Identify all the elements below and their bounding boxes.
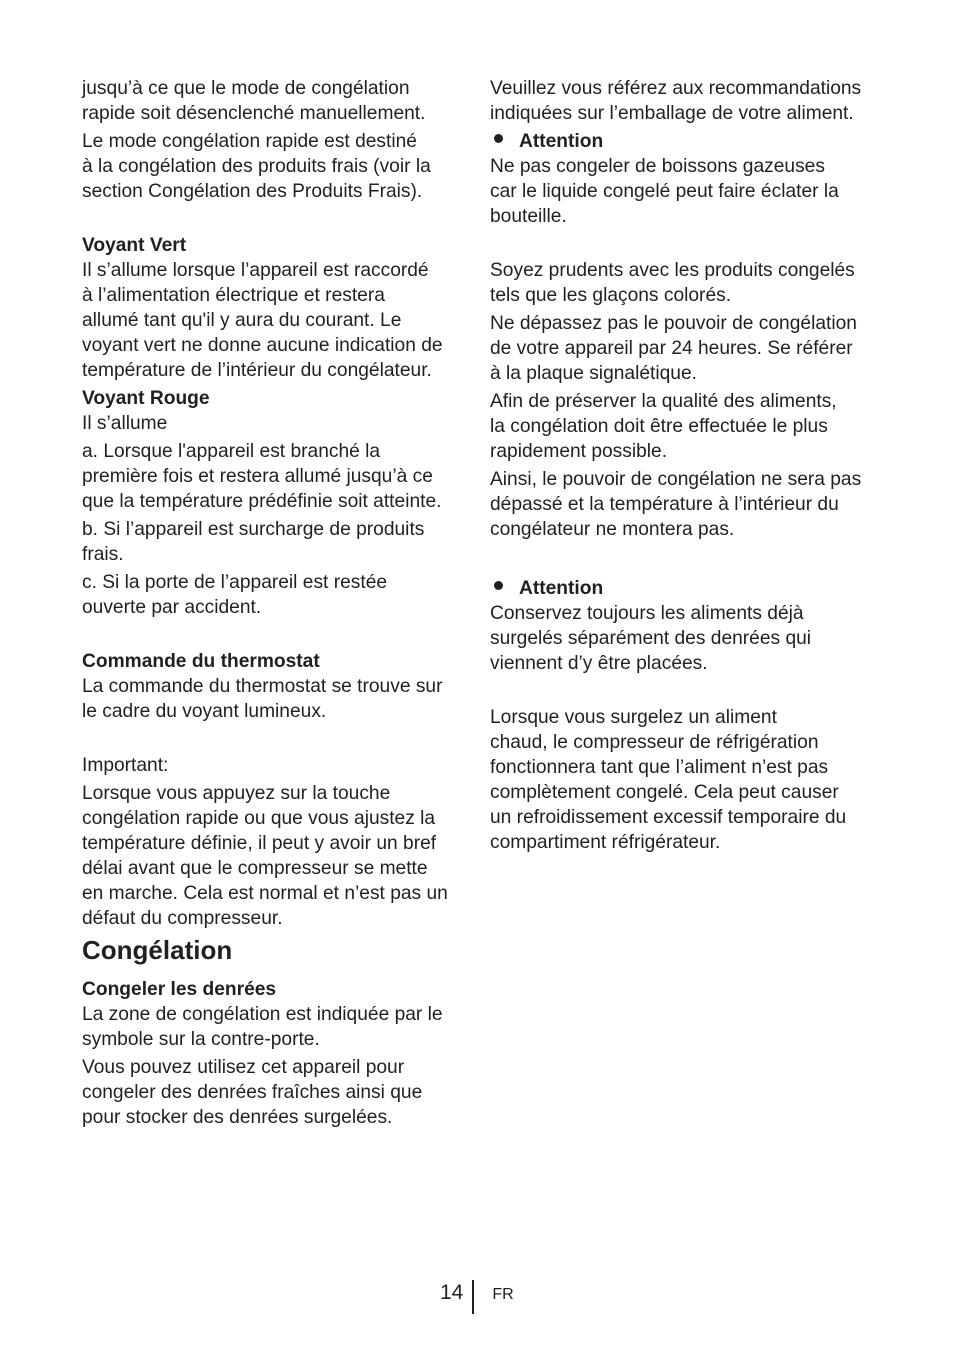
paragraph-packaging-recommendations: Veuillez vous référez aux recommandations indiquées sur l’emballage de votre aliment.: [490, 78, 862, 124]
paragraph-voyant-rouge-intro: Il s’allume: [82, 413, 168, 434]
attention-heading-2: Attention: [490, 576, 880, 601]
paragraph-voyant-vert: Il s’allume lorsque l’appareil est raccordé à l’alimentation électrique et restera allumé tant qu'il y aura du courant. Le voyant vert ne donne aucune indication de température de l’intérieur du congélateur.: [82, 260, 443, 381]
bullet-icon: [494, 134, 503, 143]
left-column: [82, 76, 466, 1133]
paragraph-freezing-capacity: Ne dépassez pas le pouvoir de congélation de votre appareil par 24 heures. Se référer à la plaque signalétique.: [490, 313, 857, 384]
heading-thermostat: Commande du thermostat: [82, 651, 320, 672]
paragraph-fast-freeze-purpose: Le mode congélation rapide est destiné à la congélation des produits frais (voir la section Congélation des Produits Frais).: [82, 131, 431, 202]
footer-divider: [472, 1280, 474, 1314]
page-footer: [440, 1280, 514, 1316]
bullet-icon: [494, 581, 503, 590]
heading-voyant-rouge: Voyant Rouge: [82, 388, 210, 409]
heading-congeler-denrees: Congeler les denrées: [82, 979, 277, 1000]
paragraph-attention-2: Conservez toujours les aliments déjà surgelés séparément des denrées qui viennent d’y être placées.: [490, 603, 812, 674]
paragraph-important: Lorsque vous appuyez sur la touche congélation rapide ou que vous ajustez la température définie, il peut y avoir un bref délai avant que le compresseur se mette en marche. Cela est normal et n’est pas un défaut du compresseur.: [82, 783, 448, 929]
paragraph-usage: Vous pouvez utilisez cet appareil pour congeler des denrées fraîches ainsi que pour stocker des denrées surgelées.: [82, 1057, 423, 1128]
paragraph-hot-food: Lorsque vous surgelez un aliment chaud, le compresseur de réfrigération fonctionnera tant que l’aliment n’est pas complètement congelé. Cela peut causer un refroidissement excessif temporaire du compartiment réfrigérateur.: [490, 707, 847, 853]
right-column: [490, 76, 880, 858]
section-title-congelation: Congélation: [82, 935, 233, 965]
paragraph-capacity-not-exceeded: Ainsi, le pouvoir de congélation ne sera pas dépassé et la température à l’intérieur du congélateur ne montera pas.: [490, 469, 862, 540]
attention-heading-1: Attention: [490, 129, 880, 154]
paragraph-careful-frozen: Soyez prudents avec les produits congelés tels que les glaçons colorés.: [490, 260, 855, 306]
paragraph-food-quality: Afin de préserver la qualité des aliments, la congélation doit être effectuée le plus rapidement possible.: [490, 391, 837, 462]
paragraph-voyant-rouge-b: b. Si l’appareil est surcharge de produits frais.: [82, 519, 425, 565]
paragraph-thermostat: La commande du thermostat se trouve sur le cadre du voyant lumineux.: [82, 676, 443, 722]
heading-voyant-vert: Voyant Vert: [82, 235, 187, 256]
language-code: FR: [492, 1286, 514, 1303]
page-number: 14: [440, 1281, 464, 1304]
important-label: Important:: [82, 755, 169, 776]
paragraph-voyant-rouge-c: c. Si la porte de l’appareil est restée ouverte par accident.: [82, 572, 388, 618]
paragraph-voyant-rouge-a: a. Lorsque l'appareil est branché la première fois et restera allumé jusqu’à ce que la température prédéfinie soit atteinte.: [82, 441, 442, 512]
paragraph-attention-1: Ne pas congeler de boissons gazeuses car le liquide congelé peut faire éclater la bouteille.: [490, 156, 839, 227]
paragraph-fast-freeze-end: jusqu’à ce que le mode de congélation rapide soit désenclenché manuellement.: [82, 78, 426, 124]
paragraph-freezing-zone: La zone de congélation est indiquée par le symbole sur la contre-porte.: [82, 1004, 443, 1050]
